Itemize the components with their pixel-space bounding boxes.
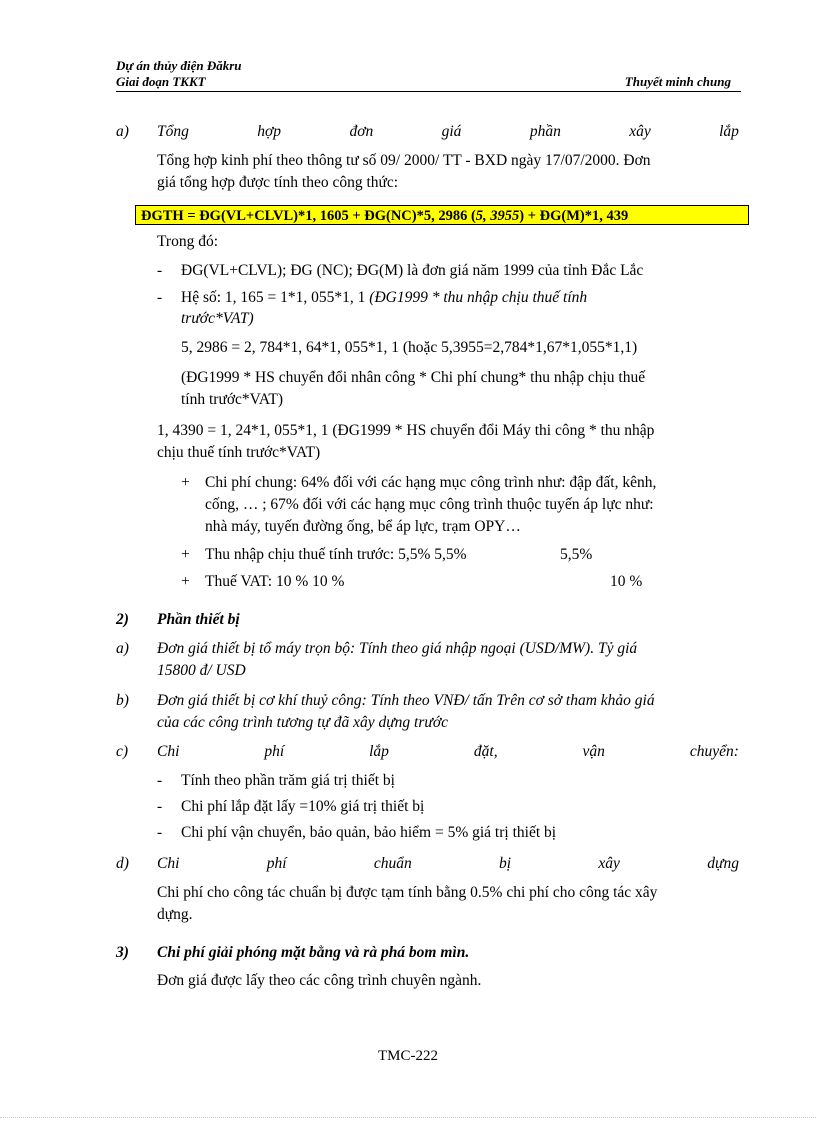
page-bottom-divider xyxy=(0,1117,816,1118)
header-rule xyxy=(116,91,741,92)
heading-word: đơn xyxy=(349,123,374,140)
s2b-line: của các công trình tương tự đã xây dựng trước xyxy=(157,714,448,731)
heading-word: giá xyxy=(441,123,462,140)
plus-text: Thu nhập chịu thuế tính trước: 5,5% 5,5% xyxy=(205,546,467,563)
heading-word: đặt, xyxy=(473,743,498,760)
heading-word: lắp xyxy=(369,743,389,760)
coef-text: Hệ số: 1, 165 = 1*1, 055*1, 1 xyxy=(181,289,370,306)
nc-formula: 5, 2986 = 2, 784*1, 64*1, 055*1, 1 (hoặc 5,3955=2,784*1,67*1,055*1,1) xyxy=(181,339,638,356)
s2d-heading xyxy=(157,853,739,875)
a1-para-line: Tổng hợp kinh phí theo thông tư số 09/ 2000/ TT - BXD ngày 17/07/2000. Đơn xyxy=(157,152,651,169)
heading-word: phí xyxy=(266,855,287,872)
heading-word: chuẩn xyxy=(373,855,412,872)
heading-word: Tổng xyxy=(157,123,189,140)
plus-bullet: + xyxy=(181,474,190,491)
s2c-marker: c) xyxy=(116,743,129,760)
formula-part: ) + ĐG(M)*1, 439 xyxy=(519,208,629,224)
bullet-text: Tính theo phần trăm giá trị thiết bị xyxy=(181,772,395,789)
bullet-text: Chi phí vận chuyển, bảo quản, bảo hiểm = 5% giá trị thiết bị xyxy=(181,824,557,841)
plus-text: nhà máy, tuyến đường ống, bể áp lực, trạm OPY… xyxy=(205,518,521,535)
s2b-marker: b) xyxy=(116,692,129,709)
a1-para-line: giá tổng hợp được tính theo công thức: xyxy=(157,174,399,191)
m-formula-line: chịu thuế tính trước*VAT) xyxy=(157,444,321,461)
m-formula-line: 1, 4390 = 1, 24*1, 055*1, 1 (ĐG1999 * HS chuyển đổi Máy thi công * thu nhập xyxy=(157,422,655,439)
plus-extra: 5,5% xyxy=(560,546,593,563)
heading-word: vận xyxy=(582,743,605,760)
section-label: Thuyết minh chung xyxy=(624,74,731,89)
s2-title: Phần thiết bị xyxy=(157,611,240,628)
heading-word: Chi xyxy=(157,743,180,760)
nc-note-line: (ĐG1999 * HS chuyển đổi nhân công * Chi phí chung* thu nhập chịu thuế xyxy=(181,369,646,386)
heading-word: xây xyxy=(629,123,651,140)
heading-word: phần xyxy=(529,123,561,140)
bullet-text: Chi phí lắp đặt lấy =10% giá trị thiết bị xyxy=(181,798,425,815)
a1-heading xyxy=(157,121,739,143)
heading-word: lắp xyxy=(719,123,739,140)
page-number: TMC-222 xyxy=(378,1048,438,1064)
project-title: Dự án thủy điện Đăkru xyxy=(116,58,242,73)
plus-bullet: + xyxy=(181,546,190,563)
bullet-text xyxy=(181,287,739,309)
heading-word: Chi xyxy=(157,855,180,872)
stage-label: Giai đoạn TKKT xyxy=(116,74,206,89)
s2a-line: Đơn giá thiết bị tổ máy trọn bộ: Tính theo giá nhập ngoại (USD/MW). Tỷ giá xyxy=(157,640,638,657)
plus-bullet: + xyxy=(181,573,190,590)
plus-text: Chi phí chung: 64% đối với các hạng mục công trình như: đập đất, kênh, xyxy=(205,474,657,491)
dash-bullet: - xyxy=(157,772,163,789)
plus-text: cống, … ; 67% đối với các hạng mục công trình thuộc tuyến áp lực như: xyxy=(205,496,654,513)
s2b-line: Đơn giá thiết bị cơ khí thuỷ công: Tính theo VNĐ/ tấn Trên cơ sở tham khảo giá xyxy=(157,692,655,709)
plus-text: Thuế VAT: 10 % 10 % xyxy=(205,573,345,590)
s3-text: Đơn giá được lấy theo các công trình chuyên ngành. xyxy=(157,972,482,989)
s3-title: Chi phí giải phóng mặt bằng và rà phá bom mìn. xyxy=(157,944,470,961)
heading-word: bị xyxy=(499,855,512,872)
dash-bullet: - xyxy=(157,262,163,279)
s2c-heading xyxy=(157,741,739,763)
s2d-para-line: Chi phí cho công tác chuẩn bị được tạm tính bằng 0.5% chi phí cho công tác xây xyxy=(157,884,658,901)
s2-number: 2) xyxy=(116,611,129,628)
heading-word: xây xyxy=(598,855,620,872)
plus-extra: 10 % xyxy=(610,573,643,590)
coef-note: (ĐG1999 * thu nhập chịu thuế tính xyxy=(369,289,588,306)
s3-number: 3) xyxy=(116,944,129,961)
heading-word: hợp xyxy=(257,123,282,140)
dash-bullet: - xyxy=(157,289,163,306)
dash-bullet: - xyxy=(157,824,163,841)
formula-box xyxy=(135,205,749,225)
nc-note-line: tính trước*VAT) xyxy=(181,391,283,408)
bullet-text: trước*VAT) xyxy=(181,310,254,327)
a1-marker: a) xyxy=(116,123,129,140)
where-label: Trong đó: xyxy=(157,233,219,250)
s2d-para-line: dựng. xyxy=(157,906,193,923)
heading-word: chuyển: xyxy=(689,743,739,760)
formula-part-italic: 5, 3955 xyxy=(475,208,520,224)
s2a-marker: a) xyxy=(116,640,129,657)
heading-word: dựng xyxy=(707,855,739,872)
s2d-marker: d) xyxy=(116,855,129,872)
s2a-line: 15800 đ/ USD xyxy=(157,662,246,679)
dash-bullet: - xyxy=(157,798,163,815)
heading-word: phí xyxy=(264,743,285,760)
formula-part: ĐGTH = ĐG(VL+CLVL)*1, 1605 + ĐG(NC)*5, 2986 ( xyxy=(141,208,476,224)
bullet-text: ĐG(VL+CLVL); ĐG (NC); ĐG(M) là đơn giá năm 1999 của tỉnh Đắc Lắc xyxy=(181,262,644,279)
